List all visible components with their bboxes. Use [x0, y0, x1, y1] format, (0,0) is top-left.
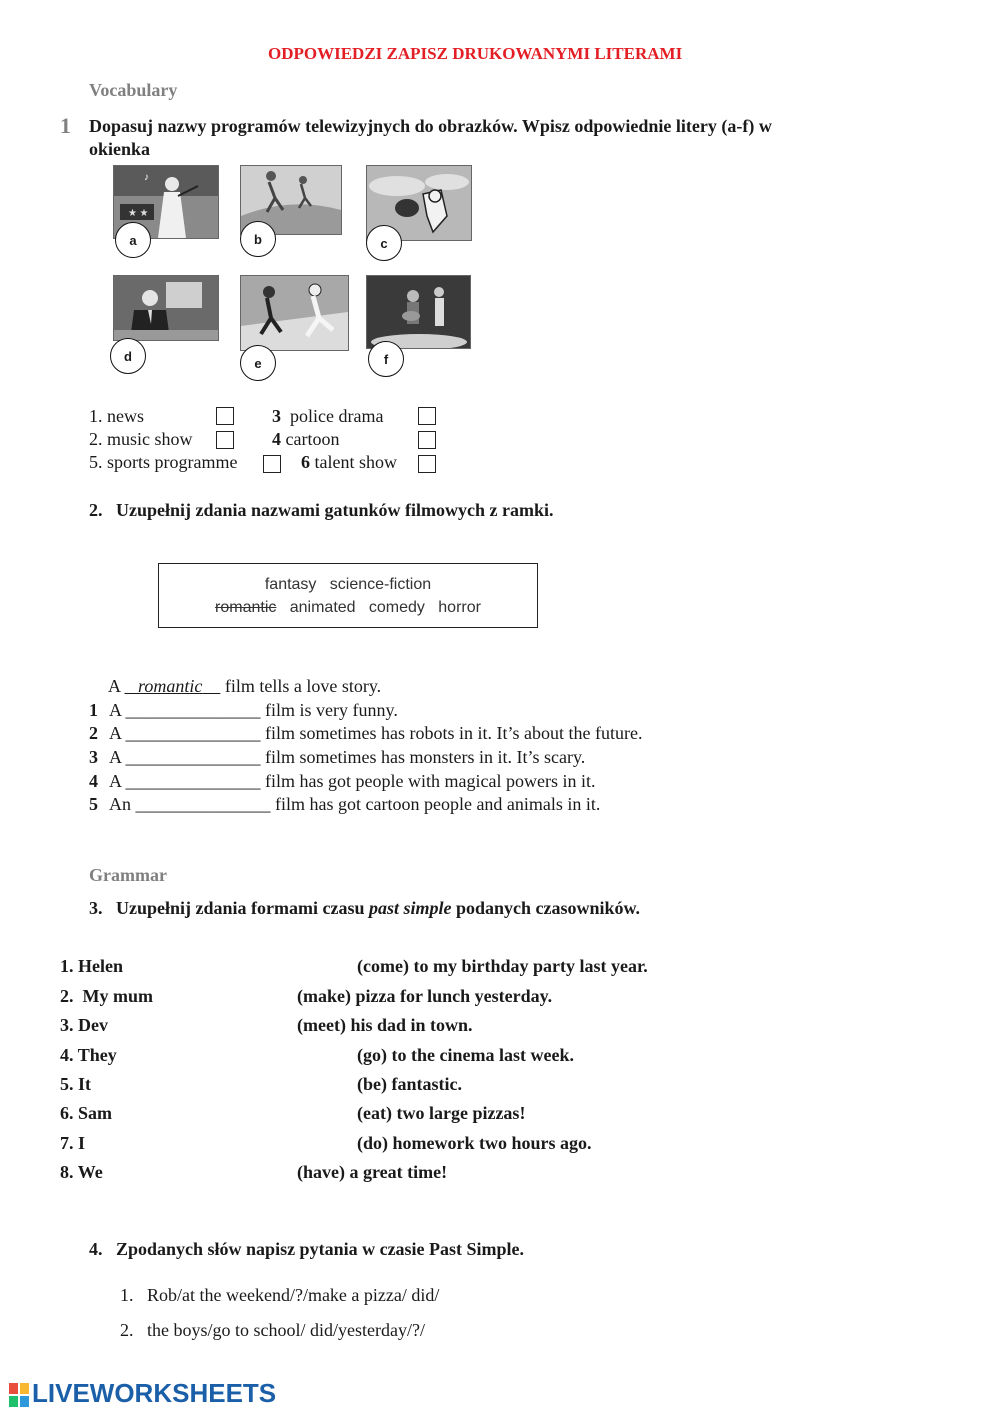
word-box — [158, 563, 538, 628]
picture-label-d: d — [110, 338, 146, 374]
genre-sentence-5 — [89, 794, 600, 815]
exercise3-instruction-post: podanych czasowników. — [456, 898, 641, 918]
grammar-verb-7: (do) homework two hours ago. — [357, 1133, 592, 1153]
grammar-item-5 — [60, 1074, 91, 1095]
grammar-subject: Helen — [78, 956, 123, 976]
genre-sentence-3 — [89, 747, 585, 768]
answer-box-cartoon[interactable] — [418, 431, 436, 449]
sentence-num: 1 — [89, 700, 98, 720]
grammar-num: 6. — [60, 1103, 74, 1123]
exercise4-instruction: Zpodanych słów napisz pytania w czasie Past Simple. — [116, 1239, 525, 1259]
grammar-item-7 — [60, 1133, 85, 1154]
match-num: 2. — [89, 429, 103, 449]
grammar-verb-2: (make) pizza for lunch yesterday. — [297, 986, 553, 1006]
grammar-subject: Dev — [78, 1015, 108, 1035]
svg-text:♪: ♪ — [144, 172, 149, 183]
grammar-num: 7. — [60, 1133, 74, 1153]
example-answer-text: romantic — [138, 676, 203, 696]
sentence-article: A — [109, 723, 122, 743]
exercise1-instruction-cont: okienka — [89, 139, 151, 159]
grammar-subject: We — [77, 1162, 103, 1182]
match-num: 3 — [272, 406, 281, 426]
match-item-police-drama — [272, 406, 383, 427]
match-item-music-show — [89, 429, 193, 450]
exercise3-heading — [89, 898, 640, 919]
grammar-num: 1. — [60, 956, 74, 976]
logo-mark-icon — [8, 1382, 30, 1408]
match-label: news — [107, 406, 144, 426]
sentence-num: 4 — [89, 771, 98, 791]
picture-e-police-drama — [240, 275, 349, 351]
sentence-text: film is very funny. — [265, 700, 398, 720]
sentence-num: 3 — [89, 747, 98, 767]
grammar-num: 8. — [60, 1162, 74, 1182]
question-item-2 — [120, 1320, 425, 1341]
match-item-news — [89, 406, 144, 427]
example-answer — [125, 676, 221, 696]
exercise4-number: 4. — [89, 1239, 103, 1259]
answer-blank[interactable]: _______________ — [125, 723, 261, 743]
match-label: talent show — [314, 452, 397, 472]
word-romantic: romantic — [215, 599, 277, 616]
sentence-num: 5 — [89, 794, 98, 814]
grammar-item-8 — [60, 1162, 103, 1183]
grammar-item-3 — [60, 1015, 108, 1036]
exercise2-heading — [89, 500, 554, 521]
sentence-num: 2 — [89, 723, 98, 743]
section-vocabulary: Vocabulary — [89, 80, 178, 100]
sentence-article: A — [109, 771, 122, 791]
answer-blank[interactable]: _______________ — [125, 747, 261, 767]
liveworksheets-logo — [8, 1378, 276, 1409]
question-num: 2. — [120, 1320, 134, 1340]
sentence-article: An — [109, 794, 131, 814]
exercise4-heading — [89, 1239, 524, 1260]
answer-box-sports-programme[interactable] — [263, 455, 281, 473]
grammar-num: 4. — [60, 1045, 74, 1065]
picture-label-f: f — [368, 341, 404, 377]
answer-box-talent-show[interactable] — [418, 455, 436, 473]
question-text: Rob/at the weekend/?/make a pizza/ did/ — [147, 1285, 440, 1305]
grammar-verb-3: (meet) his dad in town. — [297, 1015, 473, 1035]
answer-blank[interactable]: _______________ — [125, 771, 261, 791]
sentence-text: film sometimes has monsters in it. It’s scary. — [265, 747, 586, 767]
match-label: police drama — [290, 406, 384, 426]
match-label: music show — [107, 429, 193, 449]
grammar-subject: They — [77, 1045, 117, 1065]
picture-label-e: e — [240, 345, 276, 381]
grammar-item-1 — [60, 956, 123, 977]
word-horror: horror — [438, 599, 481, 616]
grammar-item-2 — [60, 986, 153, 1007]
svg-text:★ ★: ★ ★ — [128, 208, 149, 219]
sentence-text: film sometimes has robots in it. It’s about the future. — [265, 723, 643, 743]
section-grammar: Grammar — [89, 865, 167, 885]
sentence-article: A — [109, 747, 122, 767]
grammar-verb-4: (go) to the cinema last week. — [357, 1045, 574, 1065]
sentence-text: film has got cartoon people and animals in it. — [275, 794, 601, 814]
example-sentence — [108, 676, 381, 697]
match-item-sports-programme — [89, 452, 237, 473]
match-item-talent-show — [301, 452, 397, 473]
grammar-verb-5: (be) fantastic. — [357, 1074, 462, 1094]
picture-label-c: c — [366, 225, 402, 261]
sentence-text: film has got people with magical powers in it. — [265, 771, 596, 791]
grammar-num: 2. — [60, 986, 74, 1006]
match-num: 5. — [89, 452, 103, 472]
grammar-verb-6: (eat) two large pizzas! — [357, 1103, 526, 1123]
grammar-subject: I — [78, 1133, 86, 1153]
word-box-row-2 — [159, 599, 537, 617]
picture-label-b: b — [240, 221, 276, 257]
answer-blank[interactable]: _______________ — [135, 794, 271, 814]
genre-sentence-4 — [89, 771, 595, 792]
example-text: film tells a love story. — [224, 676, 382, 696]
genre-sentence-2 — [89, 723, 642, 744]
word-science-fiction: science-fiction — [329, 576, 432, 593]
match-label: sports programme — [107, 452, 238, 472]
grammar-num: 5. — [60, 1074, 74, 1094]
word-box-row-1 — [159, 576, 537, 594]
match-label: cartoon — [285, 429, 340, 449]
logo-text: LIVEWORKSHEETS — [32, 1378, 277, 1408]
match-num: 6 — [301, 452, 310, 472]
picture-label-a: a — [115, 222, 151, 258]
example-article: A — [108, 676, 121, 696]
question-text: the boys/go to school/ did/yesterday/?/ — [147, 1320, 425, 1340]
answer-box-police-drama[interactable] — [418, 407, 436, 425]
match-num: 1. — [89, 406, 103, 426]
grammar-verb-1: (come) to my birthday party last year. — [357, 956, 648, 976]
exercise-number-1: 1 — [60, 113, 71, 138]
exercise3-instruction-pre: Uzupełnij zdania formami czasu — [116, 898, 365, 918]
answer-blank[interactable]: _______________ — [125, 700, 261, 720]
grammar-item-4 — [60, 1045, 117, 1066]
exercise3-instruction-italic: past simple — [368, 898, 452, 918]
grammar-item-6 — [60, 1103, 112, 1124]
exercise3-number: 3. — [89, 898, 103, 918]
match-item-cartoon — [272, 429, 339, 450]
grammar-subject: My mum — [82, 986, 153, 1006]
picture-d-news — [113, 275, 219, 341]
sentence-article: A — [109, 700, 122, 720]
match-num: 4 — [272, 429, 281, 449]
genre-sentence-1 — [89, 700, 398, 721]
exercise2-instruction: Uzupełnij zdania nazwami gatunków filmowych z ramki. — [116, 500, 554, 520]
answer-box-news[interactable] — [216, 407, 234, 425]
grammar-verb-8: (have) a great time! — [297, 1162, 448, 1182]
answer-box-music-show[interactable] — [216, 431, 234, 449]
picture-f-talent-show — [366, 275, 471, 349]
word-comedy: comedy — [368, 599, 425, 616]
grammar-num: 3. — [60, 1015, 74, 1035]
question-num: 1. — [120, 1285, 134, 1305]
word-animated: animated — [289, 599, 356, 616]
grammar-subject: Sam — [78, 1103, 113, 1123]
exercise2-number: 2. — [89, 500, 103, 520]
question-item-1 — [120, 1285, 439, 1306]
exercise1-instruction: Dopasuj nazwy programów telewizyjnych do obrazków. Wpisz odpowiednie litery (a-f) w — [89, 116, 772, 136]
word-fantasy: fantasy — [264, 576, 317, 593]
page-title: ODPOWIEDZI ZAPISZ DRUKOWANYMI LITERAMI — [268, 44, 683, 63]
grammar-subject: It — [78, 1074, 91, 1094]
